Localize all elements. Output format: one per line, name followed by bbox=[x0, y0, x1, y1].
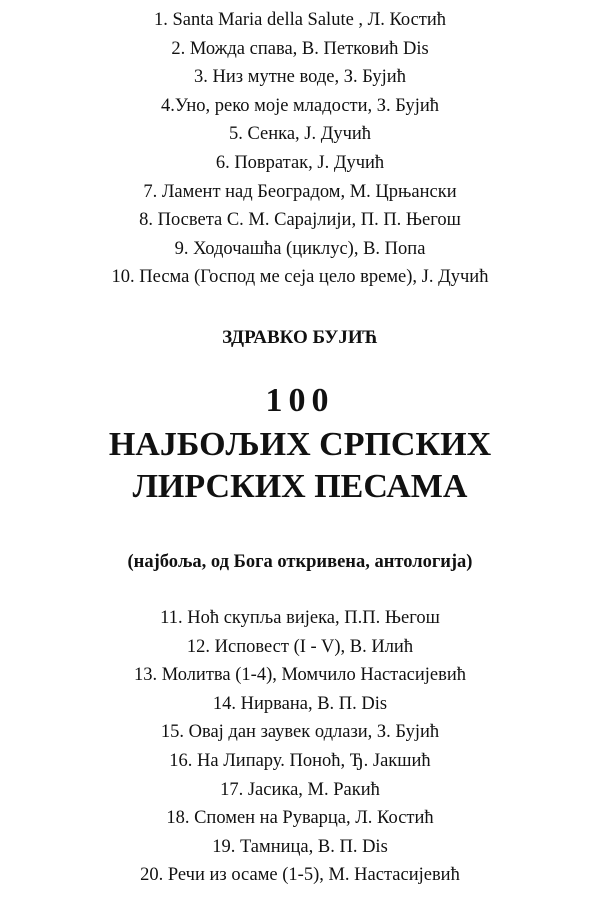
poem-entry: 15. Овај дан заувек одлази, З. Бујић bbox=[160, 722, 440, 743]
poem-entry: 4.Уно, реко моје младости, З. Бујић bbox=[160, 95, 439, 116]
poem-entry: 13. Молитва (1-4), Момчило Настасијевић bbox=[133, 665, 467, 686]
poem-entry: 12. Исповест (I - V), В. Илић bbox=[186, 636, 414, 657]
book-title-line-1: НАЈБОЉИХ СРПСКИХ bbox=[108, 426, 492, 463]
poem-entry: 9. Ходочашћа (циклус), В. Попа bbox=[174, 238, 426, 259]
poem-entry: 1. Santa Maria della Salute , Л. Костић bbox=[153, 10, 447, 30]
book-title-number: 100 bbox=[265, 382, 335, 419]
poem-entry: 17. Јасика, М. Ракић bbox=[220, 779, 380, 800]
poem-list-first bbox=[0, 6, 600, 292]
book-subtitle: (најбоља, од Бога откривена, антологија) bbox=[127, 552, 473, 572]
book-title bbox=[0, 378, 600, 508]
poem-entry: 18. Спомен на Руварца, Л. Костић bbox=[166, 808, 434, 829]
poem-list-second bbox=[0, 604, 600, 890]
poem-entry: 2. Можда спава, В. Петковић Dis bbox=[171, 38, 429, 59]
poem-entry: 19. Тамница, В. П. Dis bbox=[212, 836, 388, 857]
poem-entry: 16. На Липару. Поноћ, Ђ. Јакшић bbox=[169, 750, 431, 771]
author-name: ЗДРАВКО БУЈИЋ bbox=[222, 327, 378, 348]
book-title-line-2: ЛИРСКИХ ПЕСАМА bbox=[132, 468, 468, 505]
poem-entry: 8. Посвета С. М. Сарајлији, П. П. Његош bbox=[139, 210, 461, 231]
poem-entry: 7. Ламент над Београдом, М. Црњански bbox=[143, 181, 457, 202]
poem-entry: 3. Низ мутне воде, З. Бујић bbox=[194, 67, 406, 88]
poem-entry: 14. Нирвана, В. П. Dis bbox=[212, 693, 388, 714]
poem-entry: 20. Речи из осаме (1-5), М. Настасијевић bbox=[140, 865, 460, 886]
poem-entry: 10. Песма (Господ ме сеја цело време), Ј. Дучић bbox=[111, 267, 489, 288]
poem-entry: 5. Сенка, Ј. Дучић bbox=[228, 124, 372, 145]
poem-entry: 6. Повратак, Ј. Дучић bbox=[215, 152, 385, 173]
poem-entry: 11. Ноћ скупља вијека, П.П. Његош bbox=[160, 608, 440, 628]
